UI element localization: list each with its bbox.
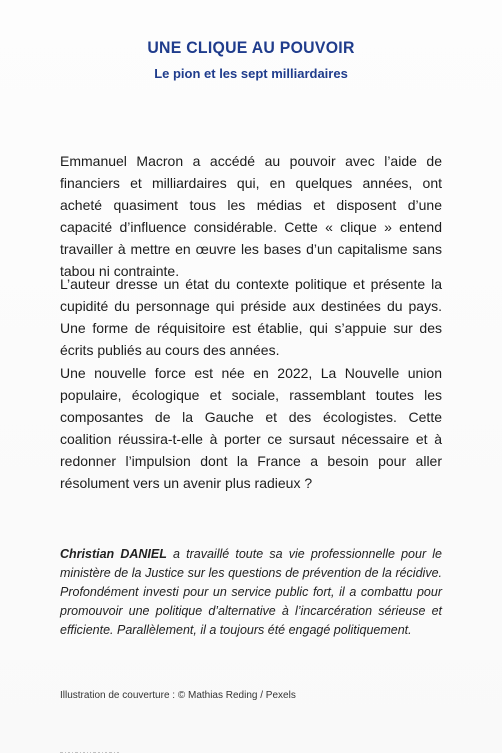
author-bio [60,545,442,640]
summary-paragraph-3: Une nouvelle force est née en 2022, La Nouvelle union populaire, écologique et sociale, rassemblant toutes les composantes de la Gauche et des écologistes. Cette coalition réussira-t-elle à porter ce sursaut nécessaire et à redonner l’impulsion dont la France a besoin pour aller résolument vers un avenir plus radieux ? [60,365,442,491]
book-title: UNE CLIQUE AU POUVOIR [147,38,355,57]
book-subtitle: Le pion et les sept milliardaires [154,66,348,81]
summary-paragraph-1: Emmanuel Macron a accédé au pouvoir avec l’aide de financiers et milliardaires qui, en quelques années, ont acheté quasiment tous les médias et disposent d’une capacité d’influence considérable. Cette « clique » entend travailler à mettre en œuvre les bases d’un capitalisme sans tabou ni contrainte. [60,153,442,279]
author-name: Christian DANIEL [60,547,167,561]
barcode-fragment [60,746,180,753]
author-bio-text: a travaillé toute sa vie professionnelle pour le ministère de la Justice sur les questions de prévention de la récidive. Profondément investi pour un service public fort, il a combattu pour promouvoir une politique d’alternative à l’incarcération sérieuse et efficiente. Parallèlement, il a toujours été engagé politiquement. [60,547,442,637]
summary-paragraph-2: L’auteur dresse un état du contexte politique et présente la cupidité du personnage qui préside aux destinées du pays. Une forme de réquisitoire est établie, qui s’appuie sur des écrits publiés au cours des années. [60,276,442,358]
cover-credit: Illustration de couverture : © Mathias Reding / Pexels [60,690,296,701]
